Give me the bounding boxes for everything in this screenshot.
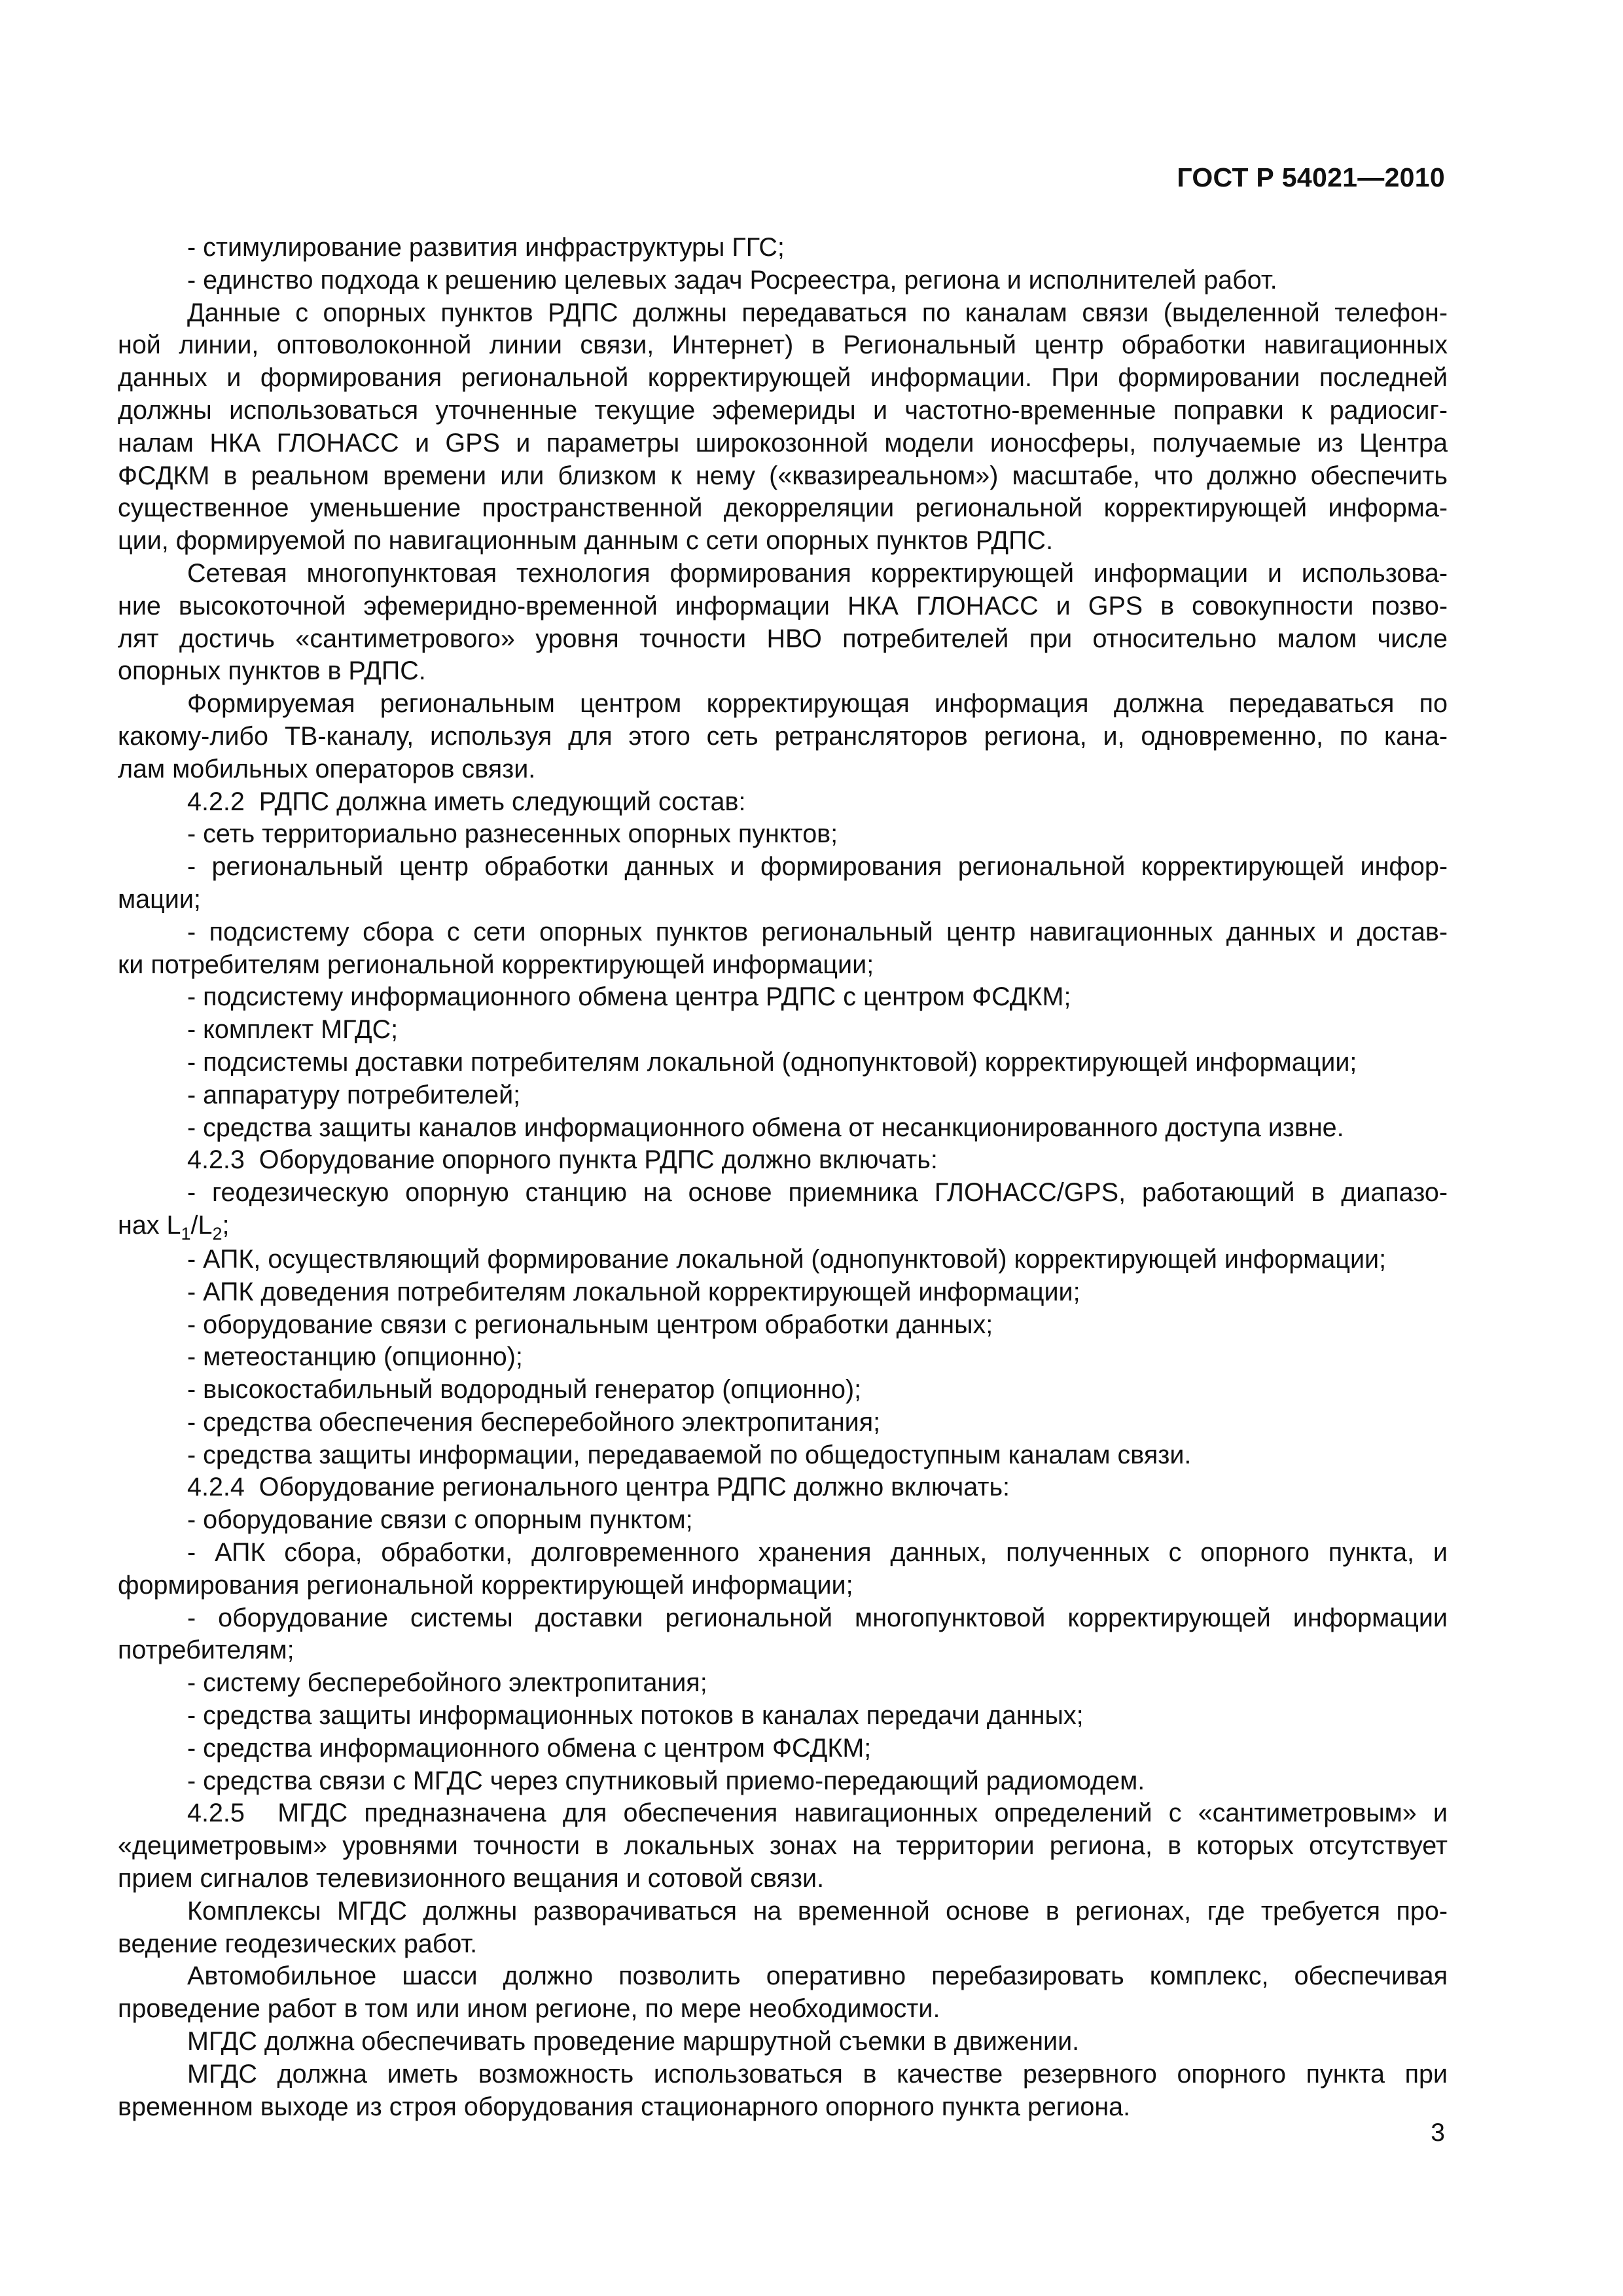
list-item: - комплект МГДС; — [187, 1015, 399, 1045]
list-item: - оборудование связи с опорным пунктом; — [187, 1505, 693, 1535]
list-item: - сеть территориально разнесенных опорных пунктов; — [187, 819, 838, 849]
text-line: МГДС должна иметь возможность использоваться в качестве резервного опорного пункта при — [187, 2059, 1448, 2089]
document-body — [118, 232, 1448, 2123]
list-item: - АПК сбора, обработки, долговременного хранения данных, полученных с опорного пункта, и — [187, 1538, 1448, 1568]
text-line: ведение геодезических работ. — [118, 1929, 478, 1958]
text-line: потребителям; — [118, 1636, 294, 1665]
list-item: - средства информационного обмена с центром ФСДКМ; — [187, 1733, 872, 1763]
list-item: - оборудование связи с региональным центром обработки данных; — [187, 1310, 993, 1339]
list-item: - оборудование системы доставки региональной многопунктовой корректирующей информации — [187, 1603, 1448, 1632]
text-line: Комплексы МГДС должны разворачиваться на временной основе в регионах, где требуется про- — [187, 1896, 1448, 1926]
list-item: - систему бесперебойного электропитания; — [187, 1668, 707, 1698]
text-line: существенное уменьшение пространственной декорреляции региональной корректирующей информа- — [118, 493, 1448, 523]
text-line: должны использоваться уточненные текущие эфемериды и частотно-временные поправки к радиосиг- — [118, 395, 1448, 425]
text-line: ной линии, оптоволоконной линии связи, Интернет) в Региональный центр обработки навигационных — [118, 331, 1448, 360]
list-item: - средства защиты информации, передаваемой по общедоступным каналам связи. — [187, 1440, 1192, 1469]
text-line: лам мобильных операторов связи. — [118, 754, 536, 783]
section-heading-4-2-2: 4.2.2 РДПС должна иметь следующий состав: — [187, 787, 746, 816]
text-line: - стимулирование развития инфраструктуры ГГС; — [187, 233, 785, 262]
text-line: ние высокоточной эфемеридно-временной информации НКА ГЛОНАСС и GPS в совокупности позво- — [118, 591, 1448, 620]
text-line: прием сигналов телевизионного вещания и сотовой связи. — [118, 1864, 825, 1893]
list-item: - средства защиты информационных потоков в каналах передачи данных; — [187, 1701, 1084, 1731]
page-number: 3 — [1431, 2119, 1445, 2147]
text-line: Сетевая многопунктовая технология формирования корректирующей информации и использова- — [187, 558, 1448, 588]
text-line: ки потребителям региональной корректирующей информации; — [118, 950, 874, 979]
text-line: какому-либо ТВ-каналу, используя для этого сеть ретрансляторов региона, и, одновременно, по кана- — [118, 721, 1448, 751]
text-line: МГДС должна обеспечивать проведение маршрутной съемки в движении. — [187, 2027, 1080, 2056]
text-line: ции, формируемой по навигационным данным с сети опорных пунктов РДПС. — [118, 526, 1054, 556]
list-item: - подсистему сбора с сети опорных пунктов региональный центр навигационных данных и достав- — [187, 917, 1448, 946]
list-item: - региональный центр обработки данных и формирования региональной корректирующей инфор- — [187, 852, 1448, 882]
text-line: Формируемая региональным центром корректирующая информация должна передаваться по — [187, 689, 1448, 719]
text-line: опорных пунктов в РДПС. — [118, 656, 426, 686]
text-line: налам НКА ГЛОНАСС и GPS и параметры широкозонной модели ионосферы, получаемые из Центра — [118, 428, 1448, 457]
text-line: временном выходе из строя оборудования стационарного опорного пункта региона. — [118, 2092, 1131, 2121]
text-line: лят достичь «сантиметрового» уровня точности НВО потребителей при относительно малом числе — [118, 624, 1448, 653]
text-fragment: ; — [222, 1210, 230, 1240]
document-code-header: ГОСТ Р 54021—2010 — [1177, 162, 1445, 192]
section-heading-4-2-4: 4.2.4 Оборудование регионального центра РДПС должно включать: — [187, 1473, 1010, 1502]
subscript-1: 1 — [181, 1223, 191, 1244]
section-heading-4-2-5: 4.2.5 МГДС предназначена для обеспечения навигационных определений с «сантиметровым» и — [187, 1799, 1448, 1828]
text-fragment: /L — [190, 1210, 213, 1240]
list-item: - АПК, осуществляющий формирование локальной (однопунктовой) корректирующей информации; — [187, 1244, 1387, 1274]
text-line: Данные с опорных пунктов РДПС должны передаваться по каналам связи (выделенной телефон- — [187, 298, 1448, 327]
text-line: «дециметровым» уровнями точности в локальных зонах на территории региона, в которых отсутствует — [118, 1831, 1448, 1861]
text-fragment: нах L — [118, 1210, 181, 1240]
text-line: проведение работ в том или ином регионе, по мере необходимости. — [118, 1994, 940, 2024]
list-item: - средства защиты каналов информационного обмена от несанкционированного доступа извне. — [187, 1113, 1344, 1142]
text-line: - единство подхода к решению целевых задач Росреестра, региона и исполнителей работ. — [187, 265, 1277, 295]
text-line: формирования региональной корректирующей информации; — [118, 1570, 853, 1600]
subscript-2: 2 — [212, 1223, 223, 1244]
text-line: данных и формирования региональной корректирующей информации. При формировании последней — [118, 363, 1448, 393]
list-item: - подсистемы доставки потребителям локальной (однопунктовой) корректирующей информации; — [187, 1047, 1357, 1077]
list-item: - подсистему информационного обмена центра РДПС с центром ФСДКМ; — [187, 982, 1071, 1012]
list-item: - аппаратуру потребителей; — [187, 1080, 521, 1109]
text-line: ФСДКМ в реальном времени или близком к нему («квазиреальном») масштабе, что должно обеспечить — [118, 461, 1448, 490]
text-line: Автомобильное шасси должно позволить оперативно перебазировать комплекс, обеспечивая — [187, 1962, 1448, 1991]
list-item: - АПК доведения потребителям локальной корректирующей информации; — [187, 1277, 1080, 1306]
list-item: - средства связи с МГДС через спутниковый приемо-передающий радиомодем. — [187, 1766, 1145, 1795]
list-item: - средства обеспечения бесперебойного электропитания; — [187, 1407, 881, 1437]
list-item: - высокостабильный водородный генератор (опционно); — [187, 1375, 862, 1405]
text-line: мации; — [118, 884, 201, 914]
text-line-with-subscripts — [118, 1210, 1448, 1244]
section-heading-4-2-3: 4.2.3 Оборудование опорного пункта РДПС должно включать: — [187, 1145, 938, 1175]
list-item: - геодезическую опорную станцию на основе приемника ГЛОНАСС/GPS, работающий в диапазо- — [187, 1178, 1448, 1208]
list-item: - метеостанцию (опционно); — [187, 1342, 523, 1372]
